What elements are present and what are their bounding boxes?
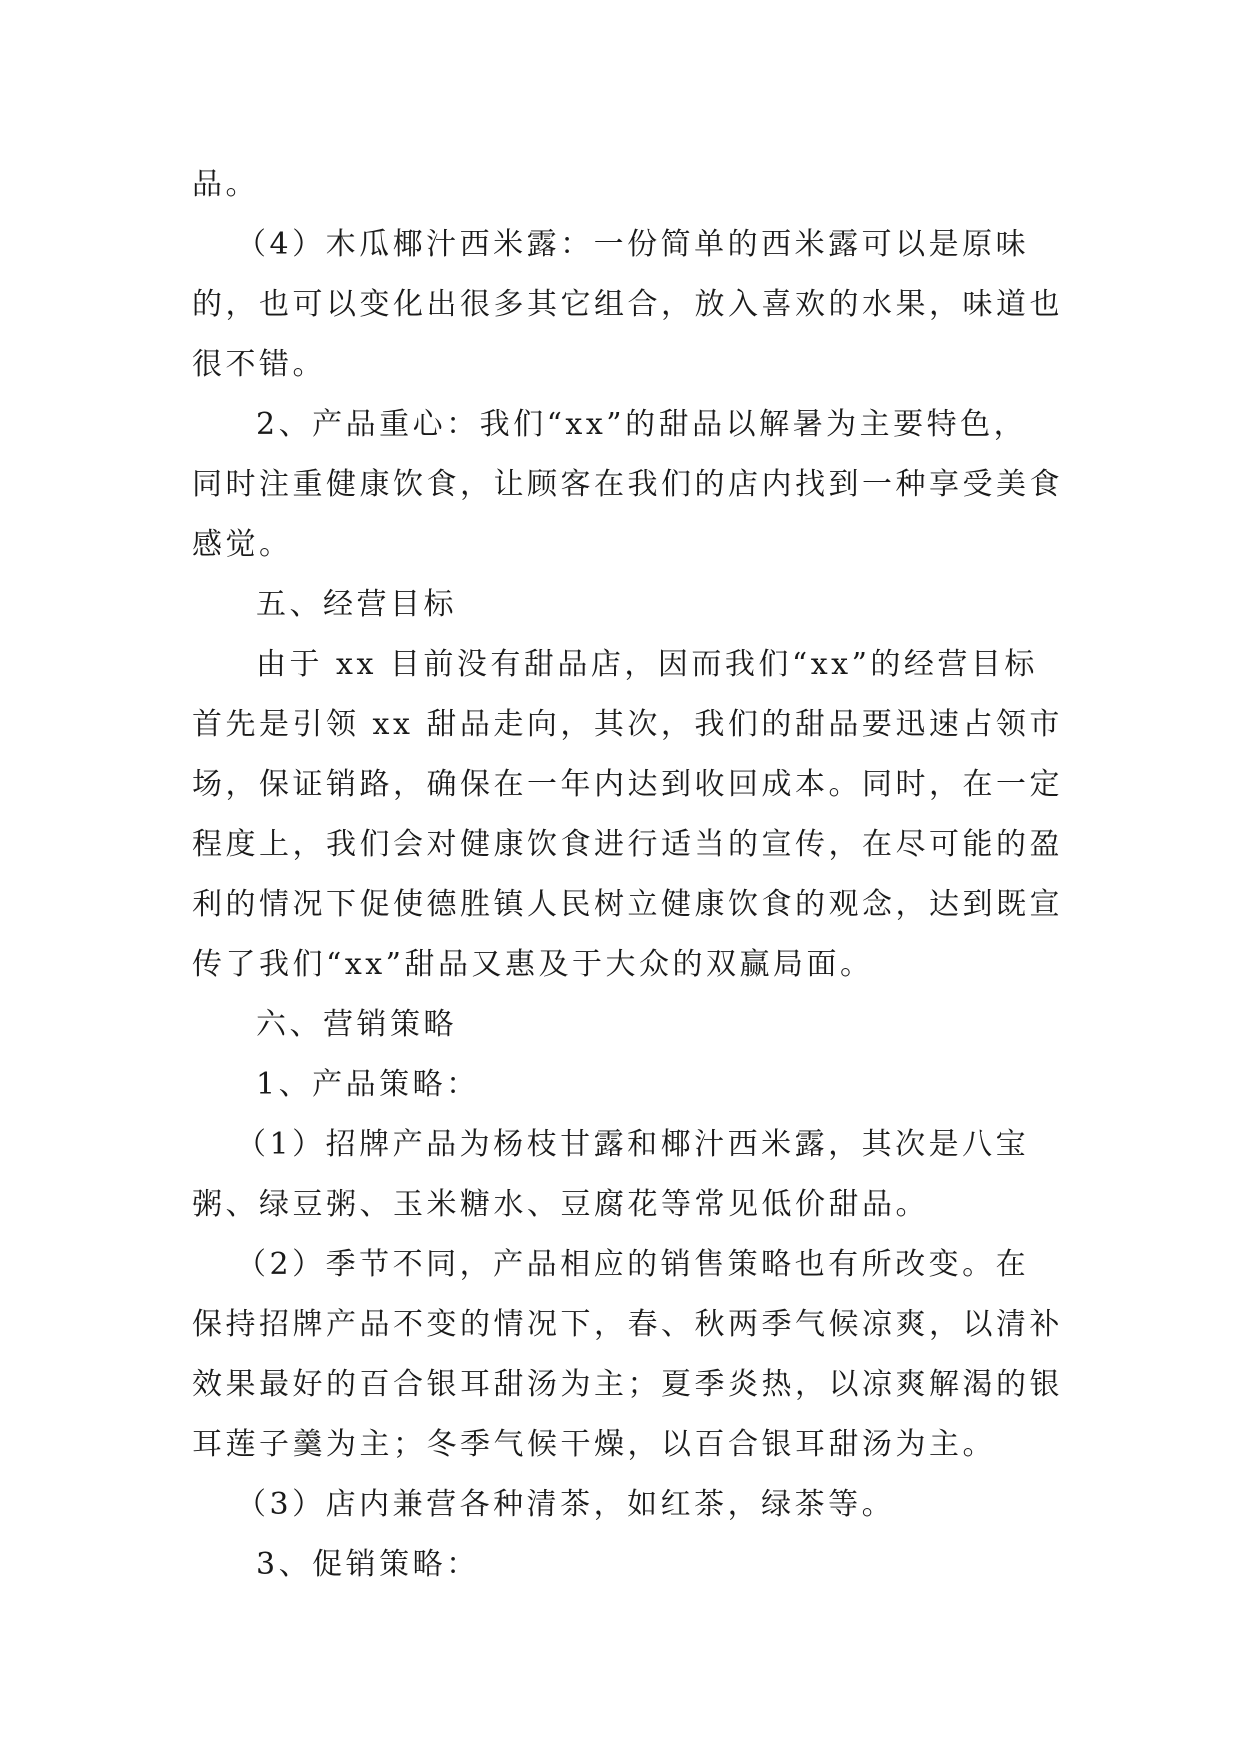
text-line: 同时注重健康饮食，让顾客在我们的店内找到一种享受美食 — [192, 467, 1063, 502]
text-line: 2、产品重心：我们“xx”的甜品以解暑为主要特色， — [256, 407, 1028, 442]
text-line: （4）木瓜椰汁西米露：一份简单的西米露可以是原味 — [236, 227, 1030, 262]
text-line: 耳莲子羹为主；冬季气候干燥，以百合银耳甜汤为主。 — [192, 1427, 996, 1462]
text-line: 利的情况下促使德胜镇人民树立健康饮食的观念，达到既宣 — [192, 887, 1063, 922]
section-heading: 五、经营目标 — [256, 587, 457, 622]
text-line: 很不错。 — [192, 347, 326, 382]
text-line: 传了我们“xx”甜品又惠及于大众的双赢局面。 — [192, 947, 874, 982]
text-line: 效果最好的百合银耳甜汤为主；夏季炎热，以凉爽解渴的银 — [192, 1367, 1063, 1402]
text-line: 粥、绿豆粥、玉米糖水、豆腐花等常见低价甜品。 — [192, 1187, 929, 1222]
section-heading: 六、营销策略 — [256, 1007, 457, 1042]
text-line: （1）招牌产品为杨枝甘露和椰汁西米露，其次是八宝 — [236, 1127, 1030, 1162]
text-line: 首先是引领 xx 甜品走向，其次，我们的甜品要迅速占领市 — [192, 707, 1063, 742]
subsection-heading: 1、产品策略： — [256, 1067, 480, 1102]
subsection-heading: 3、促销策略： — [256, 1547, 480, 1582]
text-line: 保持招牌产品不变的情况下，春、秋两季气候凉爽，以清补 — [192, 1307, 1063, 1342]
text-line: 品。 — [192, 167, 259, 202]
text-line: 程度上，我们会对健康饮食进行适当的宣传，在尽可能的盈 — [192, 827, 1063, 862]
text-line: 感觉。 — [192, 527, 293, 562]
text-line: （3）店内兼营各种清茶，如红茶，绿茶等。 — [236, 1487, 896, 1522]
text-line: 由于 xx 目前没有甜品店，因而我们“xx”的经营目标 — [256, 647, 1038, 682]
text-line: 的，也可以变化出很多其它组合，放入喜欢的水果，味道也 — [192, 287, 1063, 322]
text-line: 场，保证销路，确保在一年内达到收回成本。同时，在一定 — [192, 767, 1063, 802]
text-line: （2）季节不同，产品相应的销售策略也有所改变。在 — [236, 1247, 1030, 1282]
